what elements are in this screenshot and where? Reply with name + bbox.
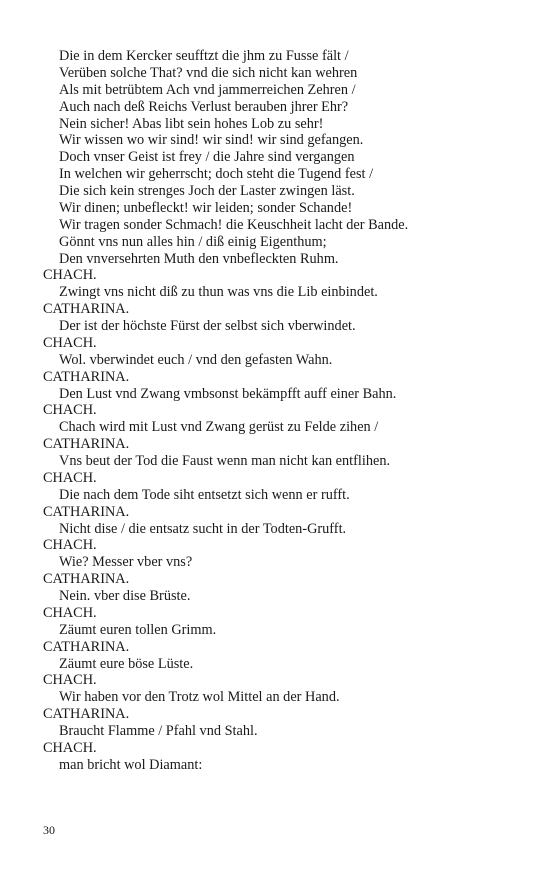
verse-line: Zäumt eure böse Lüste. [59,655,194,672]
verse-line: Doch vnser Geist ist frey / die Jahre sind vergangen [59,149,355,166]
speaker-name: CATHARINA. [43,368,130,385]
speaker-name: CATHARINA. [43,503,130,520]
verse-line: Verüben solche That? vnd die sich nicht kan wehren [59,64,358,81]
speaker-name: CHACH. [43,334,97,351]
verse-line: Vns beut der Tod die Faust wenn man nicht kan entflihen. [59,453,391,469]
speaker-name: CHACH. [43,537,97,554]
verse-line: Braucht Flamme / Pfahl vnd Stahl. [59,723,258,739]
verse-line: Wir wissen wo wir sind! wir sind! wir sind gefangen. [59,132,364,149]
verse-line: In welchen wir geherrscht; doch steht die Tugend fest / [59,166,374,183]
verse-line: Wir haben vor den Trotz wol Mittel an der Hand. [59,689,340,706]
speaker-name: CATHARINA. [43,706,130,723]
speaker-name: CHACH. [43,267,97,284]
speaker-name: CATHARINA. [43,436,130,453]
verse-line: Zäumt euren tollen Grimm. [59,621,217,638]
verse-line: Nicht dise / die entsatz sucht in der Todten-Grufft. [59,520,347,537]
verse-line: Die sich kein strenges Joch der Laster zwingen läst. [59,183,355,199]
verse-line: Gönnt vns nun alles hin / diß einig Eigenthum; [59,233,327,250]
speaker-name: CHACH. [43,402,97,419]
speaker-name: CHACH. [43,739,97,756]
page-number: 30 [43,823,55,837]
verse-line: man bricht wol Diamant: [59,756,203,773]
drama-text [43,48,523,774]
verse-line: Der ist der höchste Fürst der selbst sich vberwindet. [59,318,356,334]
verse-line: Die in dem Kercker seufftzt die jhm zu Fusse fält / [59,48,349,64]
verse-line: Den vnversehrten Muth den vnbefleckten Ruhm. [59,250,339,267]
verse-line: Die nach dem Tode siht entsetzt sich wenn er rufft. [59,486,350,503]
verse-line: Zwingt vns nicht diß zu thun was vns die Lib einbindet. [59,284,378,301]
speaker-name: CHACH. [43,672,97,689]
verse-line: Nein. vber dise Brüste. [59,588,191,604]
verse-line: Nein sicher! Abas libt sein hohes Lob zu sehr! [59,115,324,132]
speaker-name: CHACH. [43,604,97,621]
verse-line: Als mit betrübtem Ach vnd jammerreichen Zehren / [59,81,356,98]
verse-line: Wie? Messer vber vns? [59,554,193,571]
verse-line: Wir dinen; unbefleckt! wir leiden; sonder Schande! [59,199,353,216]
speaker-name: CATHARINA. [43,301,130,318]
speaker-name: CATHARINA. [43,638,130,655]
verse-line: Wol. vberwindet euch / vnd den gefasten Wahn. [59,351,333,368]
speaker-name: CHACH. [43,469,97,486]
verse-line: Auch nach deß Reichs Verlust berauben jhrer Ehr? [59,98,349,115]
verse-line: Chach wird mit Lust vnd Zwang gerüst zu Felde zihen / [59,419,379,436]
verse-line: Wir tragen sonder Schmach! die Keuschheit lacht der Bande. [59,216,409,233]
verse-line: Den Lust vnd Zwang vmbsonst bekämpfft auff einer Bahn. [59,385,397,402]
speaker-name: CATHARINA. [43,571,130,588]
